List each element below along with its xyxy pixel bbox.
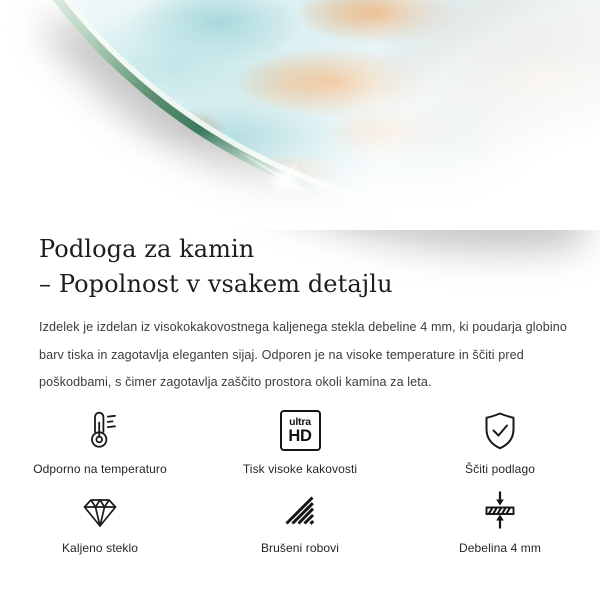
product-description: Izdelek je izdelan iz visokokakovostnega kaljenega stekla debeline 4 mm, ki poudarja globino barv tiska in zagotavlja eleganten sijaj. Odporen je na visoke temperature in ščiti pred poškodbami, s čimer zagotavlja zaščito prostora okoli kamina za leta. [39, 320, 567, 389]
feature-label: Brušeni robovi [260, 540, 340, 555]
title-line-2: – Popolnost v vsakem detajlu [39, 270, 393, 298]
feature-item [200, 409, 400, 476]
features-grid [0, 409, 600, 555]
feature-item [400, 409, 600, 476]
beveled-edges-icon [278, 488, 322, 532]
feature-label: Debelina 4 mm [458, 540, 541, 555]
feature-label: Tisk visoke kakovosti [242, 461, 358, 476]
feature-item [0, 488, 200, 555]
feature-item [400, 488, 600, 555]
page-title [39, 232, 572, 302]
glass-panel [0, 0, 600, 230]
feature-label: Ščiti podlago [464, 461, 535, 476]
product-hero-image [0, 0, 600, 230]
text-content [0, 230, 600, 397]
title-line-1: Podloga za kamin [39, 235, 255, 263]
thermometer-icon [78, 409, 122, 453]
ultra-hd-icon: ultra HD [280, 409, 321, 453]
shield-check-icon [478, 409, 522, 453]
feature-label: Odporno na temperaturo [33, 461, 167, 476]
feature-item [200, 488, 400, 555]
diamond-icon [78, 488, 122, 532]
feature-item [0, 409, 200, 476]
feature-label: Kaljeno steklo [61, 540, 139, 555]
thickness-icon [478, 488, 522, 532]
